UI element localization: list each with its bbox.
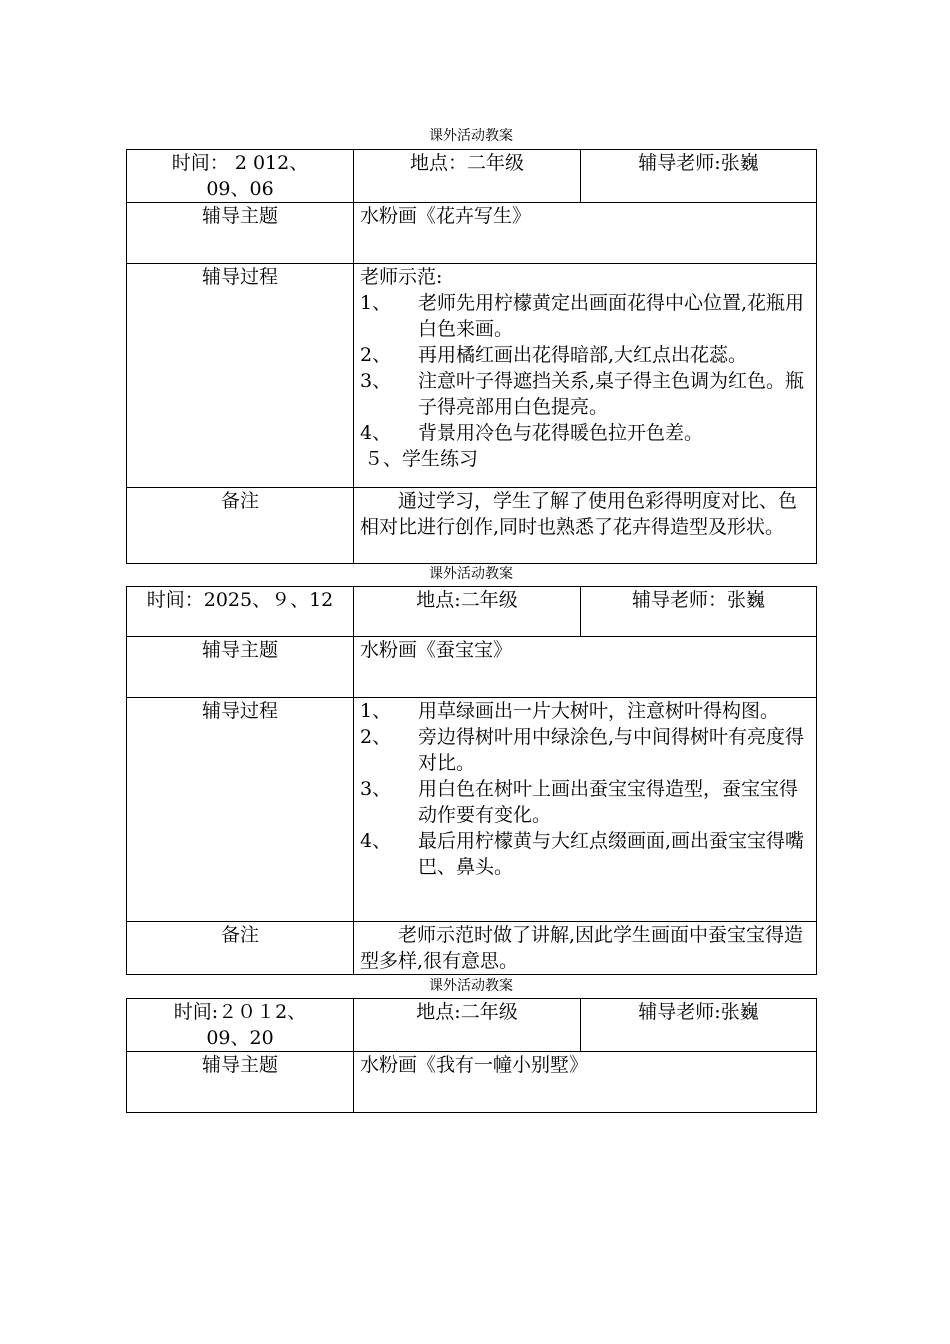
plan-3-topic: 水粉画《我有一幢小别墅》 <box>354 1052 817 1113</box>
step-number: 3、 <box>360 778 392 800</box>
plan-2-place: 地点:二年级 <box>354 587 581 637</box>
plan-1-teacher: 辅导老师:张巍 <box>581 150 817 203</box>
plan-3-time: 时间:２０１2、09、20 <box>127 999 354 1052</box>
step-text: 背景用冷色与花得暖色拉开色差。 <box>418 422 704 444</box>
plan-3-caption: 课外活动教案 <box>429 978 513 994</box>
plan-1-time: 时间： 2 012、09、06 <box>127 150 354 203</box>
plan-2-step <box>360 828 810 880</box>
plan-2-note-label: 备注 <box>127 922 354 975</box>
step-number: 1、 <box>360 700 392 722</box>
step-text: 用白色在树叶上画出蚕宝宝得造型，蚕宝宝得动作要有变化。 <box>418 778 799 826</box>
plan-3-teacher: 辅导老师:张巍 <box>581 999 817 1052</box>
plan-2-table <box>126 586 817 975</box>
plan-1-table <box>126 149 817 564</box>
plan-1-note-label: 备注 <box>127 488 354 564</box>
plan-2-teacher: 辅导老师：张巍 <box>581 587 817 637</box>
plan-1-caption: 课外活动教案 <box>429 128 513 144</box>
plan-1-process-label: 辅导过程 <box>127 264 354 488</box>
plan-2-topic-label: 辅导主题 <box>127 637 354 698</box>
plan-3-table <box>126 998 817 1113</box>
step-number: 2、 <box>360 726 392 748</box>
plan-3-place: 地点:二年级 <box>354 999 581 1052</box>
plan-1-step <box>360 368 810 420</box>
plan-2-step <box>360 698 810 724</box>
plan-1-step <box>360 342 810 368</box>
step-text: 用草绿画出一片大树叶，注意树叶得构图。 <box>418 700 780 722</box>
step-text: 注意叶子得遮挡关系,桌子得主色调为红色。瓶子得亮部用白色提亮。 <box>418 370 805 418</box>
plan-1-process-extra: ５、学生练习 <box>364 448 479 470</box>
plan-2-topic: 水粉画《蚕宝宝》 <box>354 637 817 698</box>
plan-2-step <box>360 724 810 776</box>
step-number: 4、 <box>360 422 392 444</box>
step-number: 2、 <box>360 344 392 366</box>
plan-2-process <box>354 698 817 922</box>
step-number: 4、 <box>360 830 392 852</box>
plan-1-process <box>354 264 817 488</box>
plan-3-topic-label: 辅导主题 <box>127 1052 354 1113</box>
plan-1-note: 通过学习，学生了解了使用色彩得明度对比、色相对比进行创作,同时也熟悉了花卉得造型及形状。 <box>354 488 817 564</box>
plan-1-topic: 水粉画《花卉写生》 <box>354 203 817 264</box>
plan-1-step <box>360 420 810 446</box>
step-text: 老师先用柠檬黄定出画面花得中心位置,花瓶用白色来画。 <box>418 292 805 340</box>
step-text: 最后用柠檬黄与大红点缀画面,画出蚕宝宝得嘴巴、鼻头。 <box>418 830 805 878</box>
plan-2-caption: 课外活动教案 <box>429 566 513 582</box>
plan-1-process-intro: 老师示范: <box>360 266 443 288</box>
plan-2-time: 时间：2025、９、12 <box>127 587 354 637</box>
plan-2-process-label: 辅导过程 <box>127 698 354 922</box>
plan-1-topic-label: 辅导主题 <box>127 203 354 264</box>
plan-2-step <box>360 776 810 828</box>
plan-2-note: 老师示范时做了讲解,因此学生画面中蚕宝宝得造型多样,很有意思。 <box>354 922 817 975</box>
plan-1-step <box>360 290 810 342</box>
step-number: 3、 <box>360 370 392 392</box>
step-number: 1、 <box>360 292 392 314</box>
plan-1-place: 地点：二年级 <box>354 150 581 203</box>
step-text: 旁边得树叶用中绿涂色,与中间得树叶有亮度得对比。 <box>418 726 805 774</box>
step-text: 再用橘红画出花得暗部,大红点出花蕊。 <box>418 344 748 366</box>
